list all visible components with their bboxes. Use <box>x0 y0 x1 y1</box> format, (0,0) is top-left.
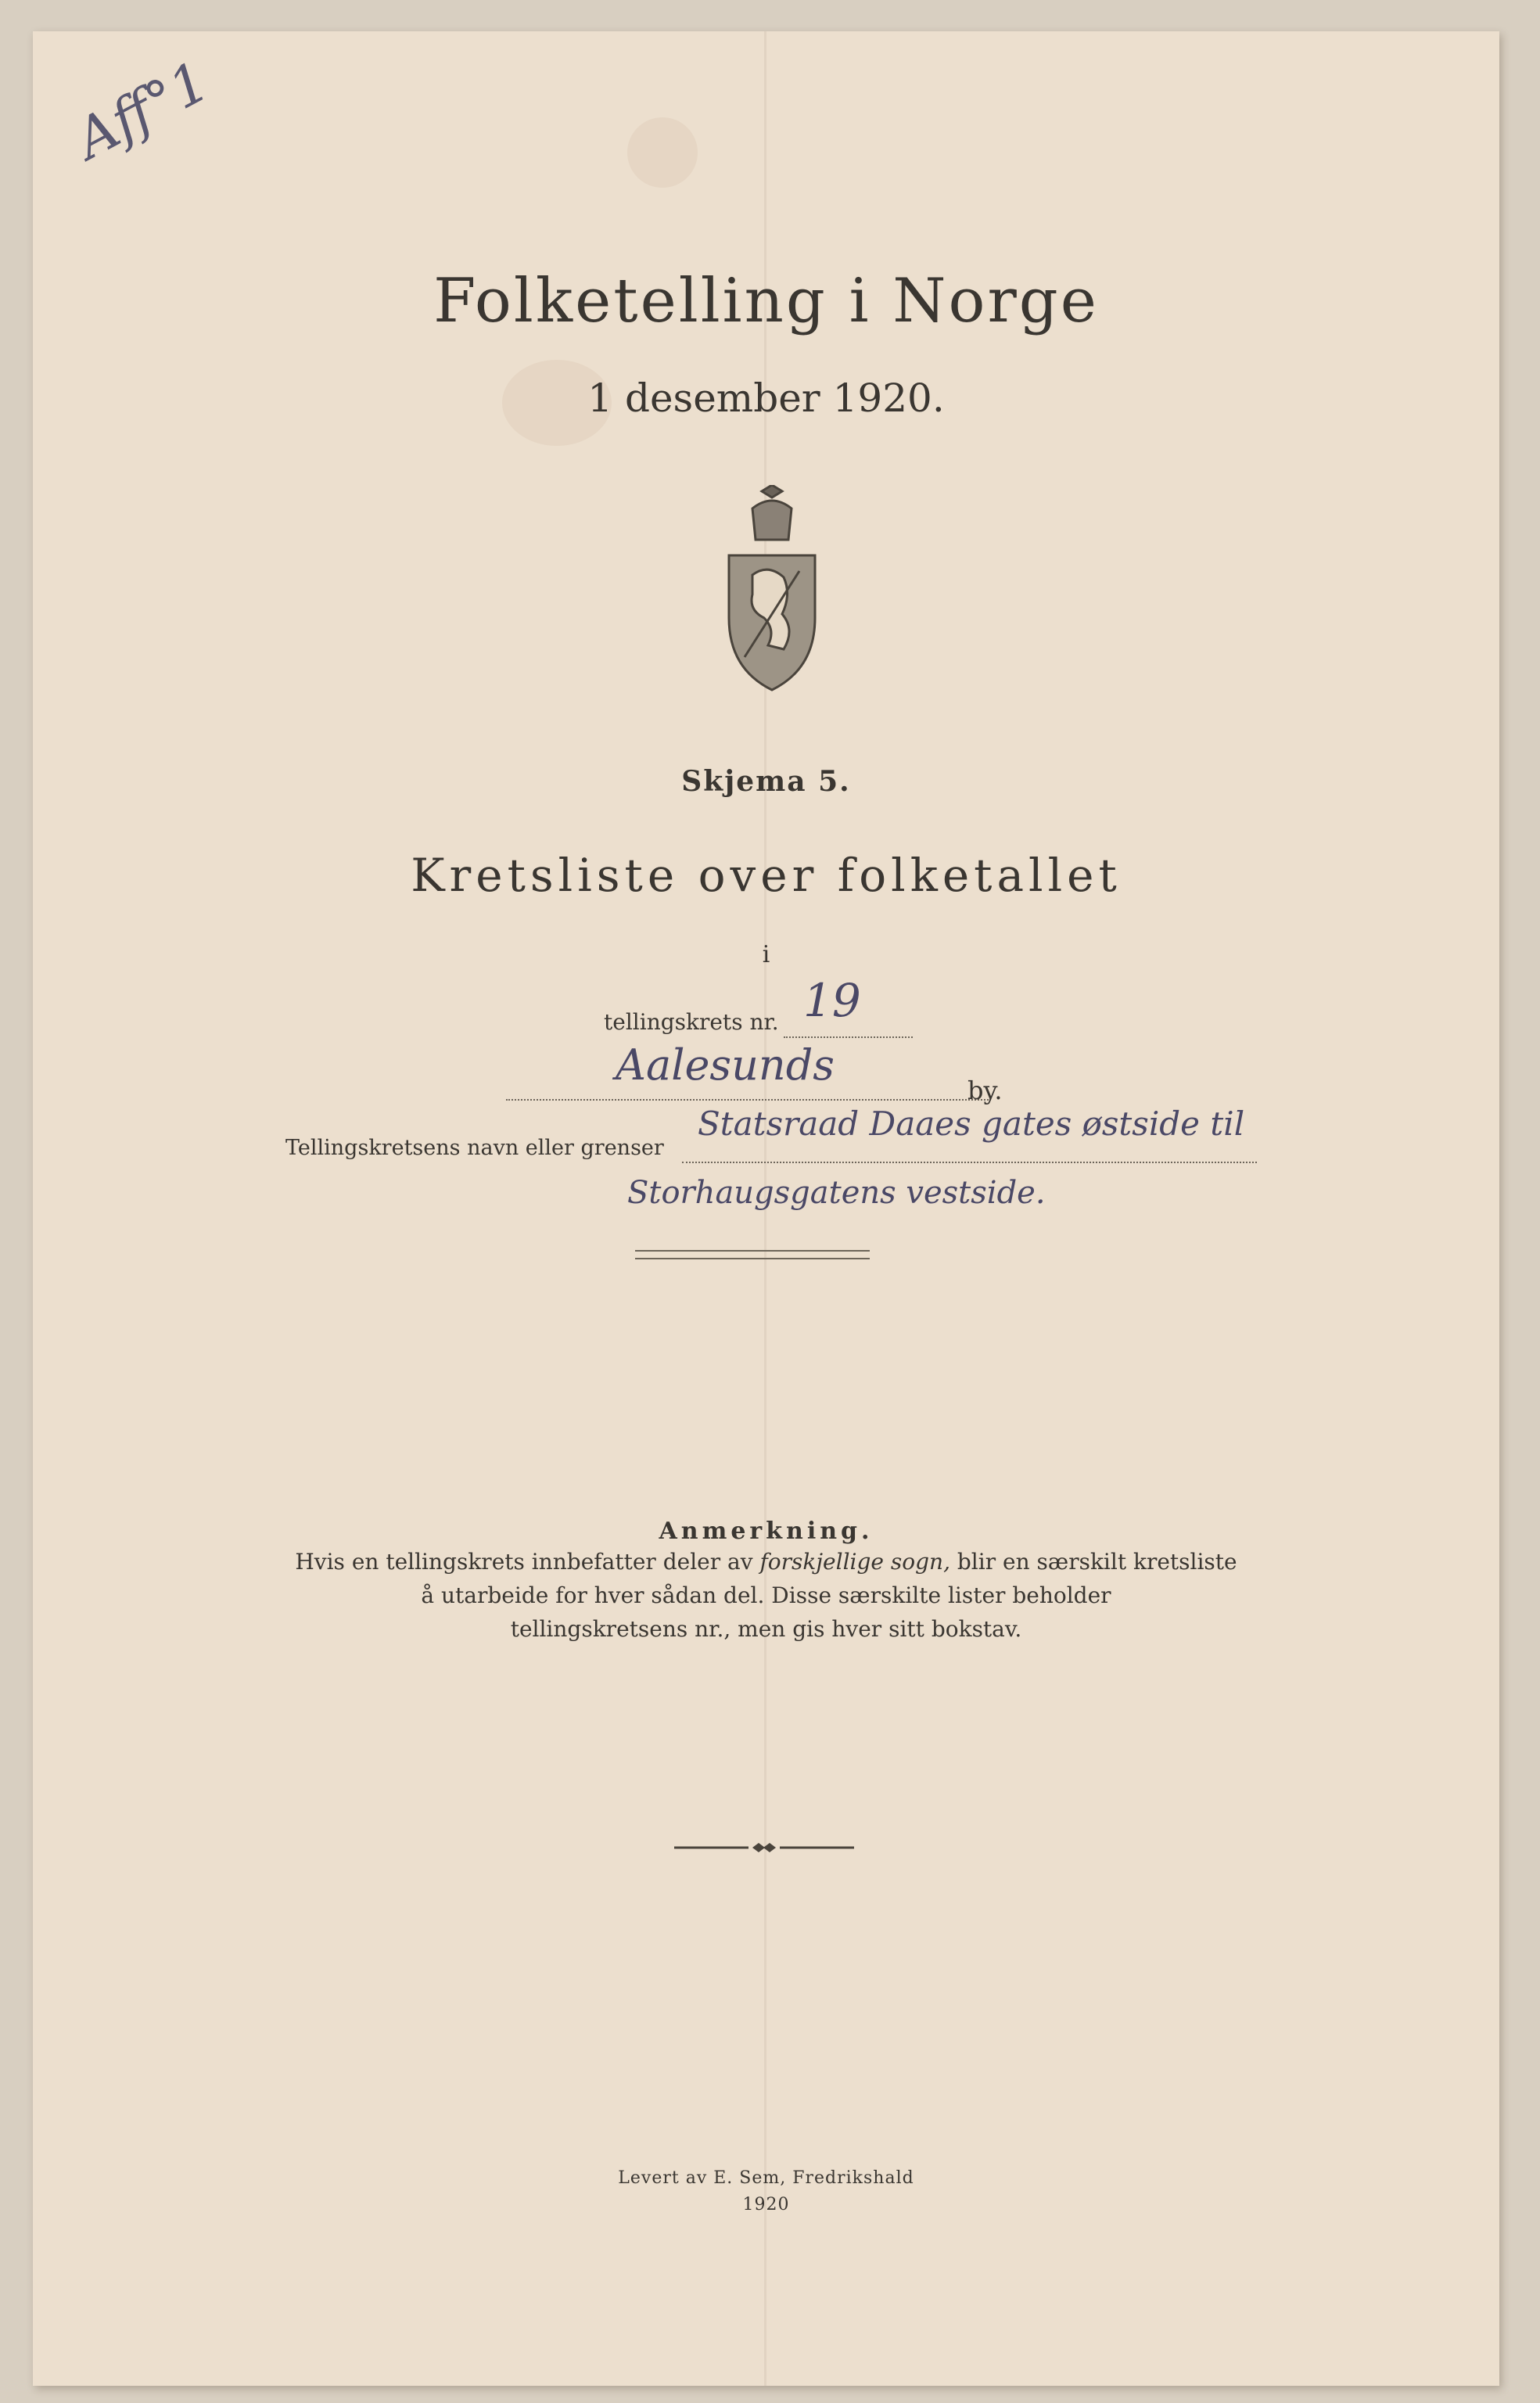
printer-credit: Levert av E. Sem, Fredrikshald <box>618 2168 914 2188</box>
district-number-line <box>784 1036 913 1038</box>
census-date: 1 desember 1920. <box>587 375 945 421</box>
bounds-value-line1: Statsraad Daaes gates østside til <box>698 1105 1245 1143</box>
remark-line-1-emphasis: forskjellige sogn, <box>759 1549 950 1575</box>
district-label: tellingskrets nr. <box>604 1009 779 1035</box>
city-line <box>506 1099 991 1101</box>
paper-stain <box>627 117 698 188</box>
schema-number: Skjema 5. <box>681 765 851 798</box>
remark-title: Anmerkning. <box>659 1518 874 1545</box>
remark-line-1 <box>33 1549 1499 1575</box>
city-value: Aalesunds <box>616 1040 835 1090</box>
divider-rule <box>635 1250 870 1259</box>
form-heading: Kretsliste over folketallet <box>411 849 1122 902</box>
remark-line-1-prefix: Hvis en tellingskrets innbefatter deler av <box>295 1549 760 1575</box>
bounds-line <box>682 1162 1257 1163</box>
bounds-label: Tellingskretsens navn eller grenser <box>285 1136 664 1160</box>
ornament-divider-icon <box>674 1840 854 1855</box>
district-number-value: 19 <box>803 974 861 1027</box>
bounds-value-line2: Storhaugsgatens vestside. <box>627 1175 1046 1211</box>
lion-crest-icon <box>721 485 823 696</box>
page-title: Folketelling i Norge <box>433 266 1099 336</box>
printer-year: 1920 <box>742 2195 790 2214</box>
remark-line-3: tellingskretsens nr., men gis hver sitt bokstav. <box>510 1616 1022 1642</box>
archive-mark: Aff°1 <box>65 48 220 172</box>
city-suffix: by. <box>967 1076 1003 1105</box>
preposition-text: i <box>762 941 770 968</box>
remark-line-1-suffix: blir en særskilt kretsliste <box>949 1549 1237 1575</box>
census-form-page <box>33 31 1499 2386</box>
remark-line-2: å utarbeide for hver sådan del. Disse særskilte lister beholder <box>421 1582 1111 1608</box>
